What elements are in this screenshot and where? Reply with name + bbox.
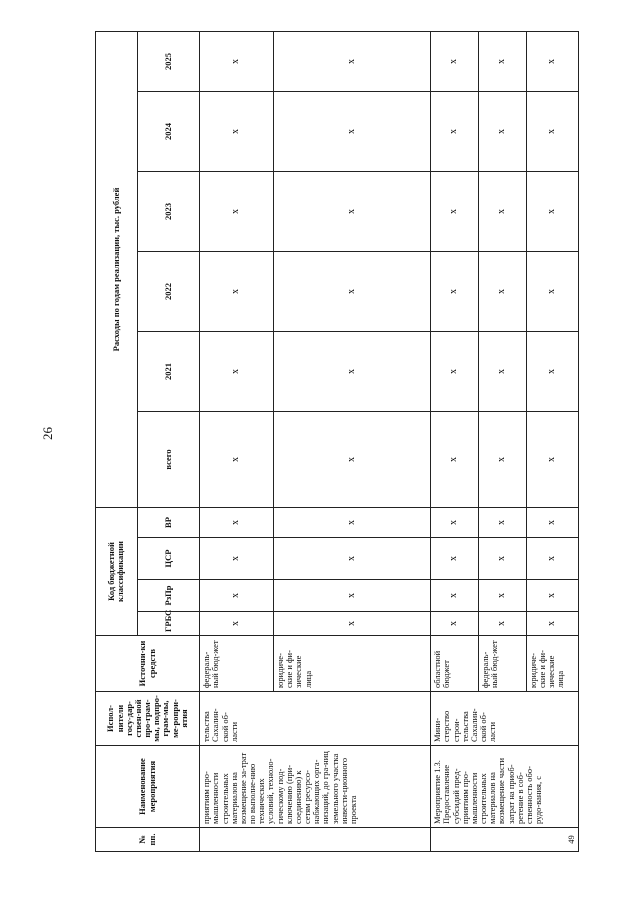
cell-mark: x bbox=[526, 412, 578, 508]
cell-mark: x bbox=[200, 538, 274, 580]
cell-mark: x bbox=[526, 612, 578, 636]
cell-mark: x bbox=[274, 92, 431, 172]
cell-mark: x bbox=[431, 612, 479, 636]
header-name: Наименование мероприятия bbox=[96, 746, 200, 828]
header-executor: Испол-нители госу-дар-ствен-ной про-грам-мы, подпро-грам-мы, ме-ропри-ятия bbox=[96, 692, 200, 746]
cell-mark: x bbox=[274, 580, 431, 612]
cell-mark: x bbox=[431, 580, 479, 612]
header-2025: 2025 bbox=[137, 31, 200, 91]
cell-source: юридиче-ские и фи-зические лица bbox=[274, 636, 431, 692]
header-2022: 2022 bbox=[137, 252, 200, 332]
cell-executor: тельства Сахалин-ской об-ласти bbox=[200, 692, 431, 746]
cell-mark: x bbox=[274, 332, 431, 412]
header-grbs: ГРБС bbox=[137, 612, 200, 636]
cell-mark: x bbox=[478, 412, 526, 508]
cell-mark: x bbox=[431, 31, 479, 91]
cell-mark: x bbox=[478, 332, 526, 412]
cell-mark: x bbox=[526, 538, 578, 580]
header-no: № пп. bbox=[96, 828, 200, 852]
cell-mark: x bbox=[274, 252, 431, 332]
header-csr: ЦСР bbox=[137, 538, 200, 580]
budget-table bbox=[95, 31, 579, 852]
cell-mark: x bbox=[478, 580, 526, 612]
cell-mark: x bbox=[478, 538, 526, 580]
cell-mark: x bbox=[200, 580, 274, 612]
cell-mark: x bbox=[478, 172, 526, 252]
cell-source: федераль-ный бюд-жет bbox=[200, 636, 274, 692]
cell-mark: x bbox=[431, 92, 479, 172]
cell-mark: x bbox=[200, 332, 274, 412]
cell-mark: x bbox=[526, 31, 578, 91]
cell-no: 49 bbox=[431, 828, 579, 852]
cell-mark: x bbox=[431, 172, 479, 252]
page-number: 26 bbox=[40, 427, 55, 440]
cell-mark: x bbox=[274, 538, 431, 580]
table-row bbox=[431, 31, 479, 851]
cell-mark: x bbox=[431, 412, 479, 508]
cell-mark: x bbox=[526, 580, 578, 612]
cell-no bbox=[200, 828, 431, 852]
header-rzpr: РзПр bbox=[137, 580, 200, 612]
cell-name: приятиям про-мышленности строительных материалов на возмещение за-трат по выполне-нию технических условий, техноло-гическому под-ключению (при-соединению) к сетям ресурсо-набжающих орга-низаций, до гра-ниц земельного участка инвести-ционного проекта bbox=[200, 746, 431, 828]
cell-mark: x bbox=[200, 31, 274, 91]
cell-mark: x bbox=[478, 508, 526, 538]
cell-mark: x bbox=[478, 92, 526, 172]
cell-mark: x bbox=[274, 508, 431, 538]
cell-mark: x bbox=[478, 252, 526, 332]
header-source: Источни-ки средств bbox=[96, 636, 200, 692]
cell-executor: Мини-стерство строи-тельства Сахалин-ской об-ласти bbox=[431, 692, 579, 746]
header-2024: 2024 bbox=[137, 92, 200, 172]
cell-name: Мероприятие 1.3. Предоставление субсидий пред-приятиям про-мышленности строительных материалов на возмещение части затрат на приоб-ретение в соб-ственность обо-рудо-вания, с bbox=[431, 746, 579, 828]
cell-mark: x bbox=[431, 538, 479, 580]
cell-mark: x bbox=[200, 252, 274, 332]
cell-mark: x bbox=[526, 508, 578, 538]
cell-mark: x bbox=[274, 31, 431, 91]
cell-mark: x bbox=[431, 252, 479, 332]
cell-mark: x bbox=[526, 252, 578, 332]
cell-source: юридиче-ские и фи-зические лица bbox=[526, 636, 578, 692]
table-row bbox=[200, 31, 274, 851]
cell-mark: x bbox=[526, 92, 578, 172]
cell-mark: x bbox=[200, 412, 274, 508]
rotated-table-wrapper bbox=[95, 32, 579, 852]
header-2023: 2023 bbox=[137, 172, 200, 252]
cell-mark: x bbox=[274, 172, 431, 252]
cell-mark: x bbox=[200, 612, 274, 636]
cell-mark: x bbox=[200, 508, 274, 538]
cell-mark: x bbox=[431, 332, 479, 412]
cell-mark: x bbox=[200, 172, 274, 252]
header-budget-code: Код бюджетной классификации bbox=[96, 508, 138, 636]
cell-mark: x bbox=[526, 172, 578, 252]
cell-mark: x bbox=[274, 412, 431, 508]
cell-mark: x bbox=[274, 612, 431, 636]
cell-source: областной бюджет bbox=[431, 636, 479, 692]
cell-mark: x bbox=[431, 508, 479, 538]
cell-mark: x bbox=[478, 31, 526, 91]
header-2021: 2021 bbox=[137, 332, 200, 412]
cell-mark: x bbox=[200, 92, 274, 172]
cell-mark: x bbox=[526, 332, 578, 412]
header-total: всего bbox=[137, 412, 200, 508]
header-vr: ВР bbox=[137, 508, 200, 538]
header-expenses: Расходы по годам реализации, тыс. рублей bbox=[96, 31, 138, 507]
cell-mark: x bbox=[478, 612, 526, 636]
cell-source: федераль-ный бюд-жет bbox=[478, 636, 526, 692]
